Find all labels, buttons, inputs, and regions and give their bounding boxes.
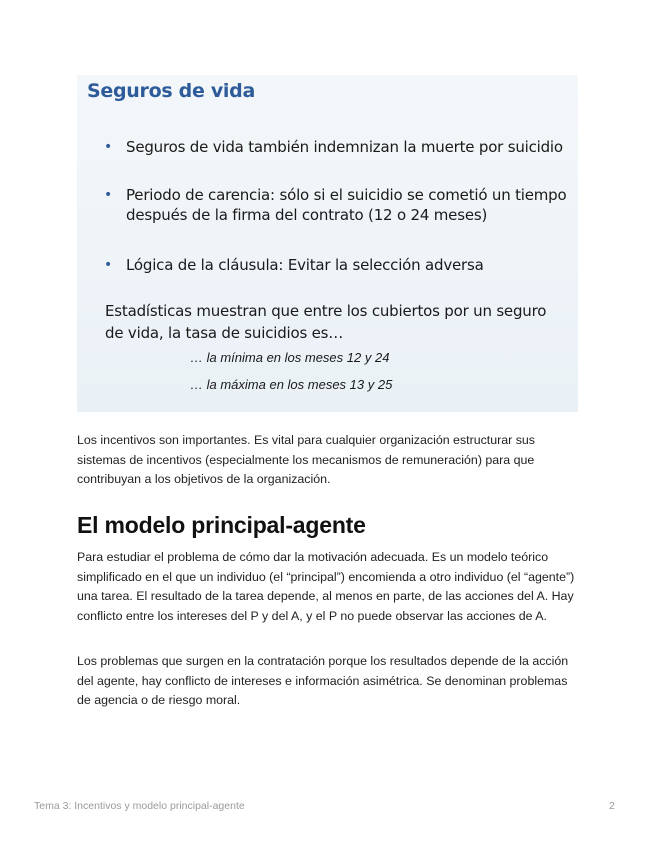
bullet-dot-icon: • — [104, 187, 113, 203]
bullet-text: Periodo de carencia: sólo si el suicidio se cometió un tiempo después de la firma del contrato (12 o 24 meses) — [126, 186, 567, 224]
bullet-dot-icon: • — [104, 139, 113, 155]
section-heading: El modelo principal-agente — [77, 512, 366, 538]
bullet-text: Seguros de vida también indemnizan la muerte por suicidio — [126, 138, 563, 156]
slide-bullet-item — [104, 137, 563, 157]
slide-bullet-item — [104, 185, 574, 225]
slide-statement: Estadísticas muestran que entre los cubiertos por un seguro de vida, la tasa de suicidios es… — [105, 302, 547, 342]
footer-chapter: Tema 3: Incentivos y modelo principal-agente — [34, 800, 245, 812]
slide-stat-line: … la máxima en los meses 13 y 25 — [190, 377, 393, 392]
intro-paragraph: Los incentivos son importantes. Es vital para cualquier organización estructurar sus sistemas de incentivos (especialmente los mecanismos de remuneración) para que contribuyan a los objetivos de la organización. — [77, 433, 535, 486]
slide-stat-line: … la mínima en los meses 12 y 24 — [190, 350, 390, 365]
bullet-dot-icon: • — [104, 257, 113, 273]
slide-bullet-item — [104, 255, 484, 275]
body-paragraph: Los problemas que surgen en la contratación porque los resultados depende de la acción del agente, hay conflicto de intereses e información asimétrica. Se denominan problemas de agencia o de riesgo moral. — [77, 654, 569, 707]
bullet-text: Lógica de la cláusula: Evitar la selección adversa — [126, 256, 484, 274]
slide-title: Seguros de vida — [87, 80, 255, 102]
embedded-slide — [77, 75, 578, 412]
body-paragraph: Para estudiar el problema de cómo dar la motivación adecuada. Es un modelo teórico simplificado en el que un individuo (el “principal”) encomienda a otro individuo (el “agente”) una tarea. El resultado de la tarea depende, al menos en parte, de las acciones del A. Hay conflicto entre los intereses del P y del A, y el P no puede observar las acciones de A. — [77, 550, 575, 623]
page-number: 2 — [609, 800, 615, 812]
